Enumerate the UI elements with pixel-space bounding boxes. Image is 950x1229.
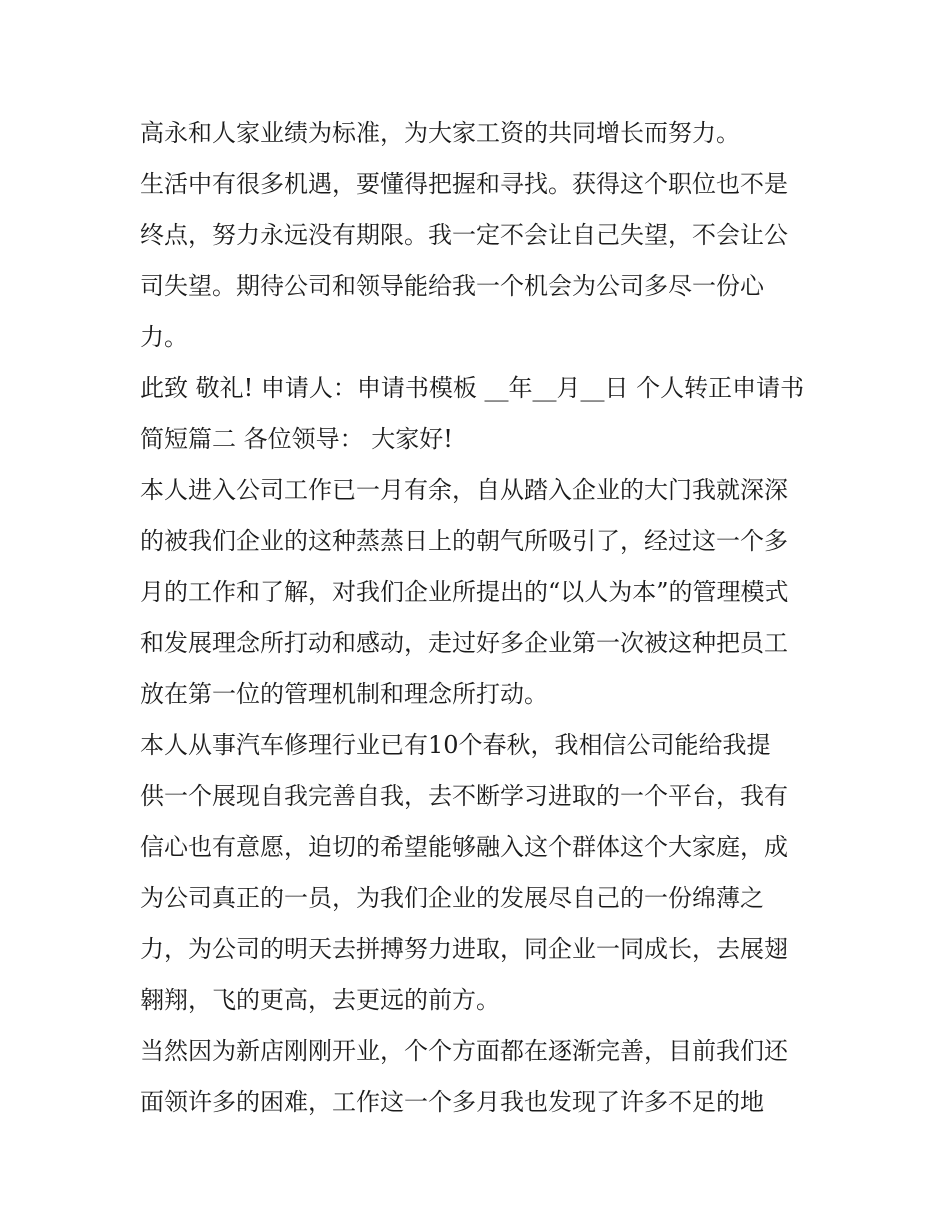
text-line: 力，为公司的明天去拼搏努力进取，同企业一同成长，去展翅 (140, 935, 788, 963)
text-line: 面领许多的困难，工作这一个多月我也发现了许多不足的地 (140, 1088, 764, 1116)
text-line: 生活中有很多机遇，要懂得把握和寻找。获得这个职位也不是 (140, 170, 788, 198)
text-line: 供一个展现自我完善自我，去不断学习进取的一个平台，我有 (140, 782, 788, 810)
text-line: 本人进入公司工作已一月有余，自从踏入企业的大门我就深深 (140, 476, 788, 504)
text-line: 本人从事汽车修理行业已有10个春秋，我相信公司能给我提 (140, 731, 771, 759)
text-line: 信心也有意愿，迫切的希望能够融入这个群体这个大家庭，成 (140, 833, 788, 861)
text-line: 当然因为新店刚刚开业，个个方面都在逐渐完善，目前我们还 (140, 1037, 788, 1065)
text-line: 的被我们企业的这种蒸蒸日上的朝气所吸引了，经过这一个多 (140, 527, 788, 555)
text-line: 为公司真正的一员，为我们企业的发展尽自己的一份绵薄之 (140, 884, 764, 912)
text-line: 简短篇二 各位领导： 大家好! (140, 425, 453, 453)
text-line: 司失望。期待公司和领导能给我一个机会为公司多尽一份心 (140, 272, 764, 300)
text-line: 翱翔，飞的更高，去更远的前方。 (140, 986, 500, 1014)
text-line: 力。 (140, 323, 188, 351)
text-line: 月的工作和了解，对我们企业所提出的“以人为本”的管理模式 (140, 578, 789, 606)
text-line: 和发展理念所打动和感动，走过好多企业第一次被这种把员工 (140, 629, 788, 657)
text-line: 此致 敬礼! 申请人：申请书模板 __年__月__日 个人转正申请书 (140, 374, 805, 402)
text-line: 终点，努力永远没有期限。我一定不会让自己失望，不会让公 (140, 221, 788, 249)
document-body (140, 108, 820, 1128)
text-line: 放在第一位的管理机制和理念所打动。 (140, 680, 548, 708)
text-line: 高永和人家业绩为标准，为大家工资的共同增长而努力。 (140, 119, 740, 147)
